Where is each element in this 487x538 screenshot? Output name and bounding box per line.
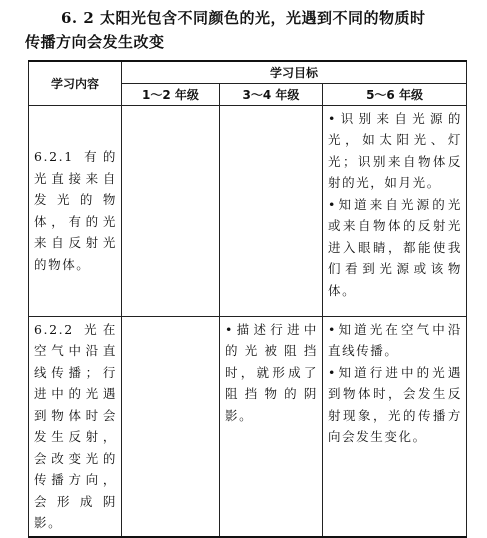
heading-line-2: 传播方向会发生改变: [25, 33, 165, 51]
goal-6-2-2-grade-5-6: [323, 317, 466, 450]
section-number: 6. 2: [61, 9, 101, 27]
table-row: [29, 105, 467, 316]
table-row: [29, 316, 467, 537]
header-grade-3-4: 3～4 年级: [242, 87, 300, 102]
bullet-item: •知道来自光源的光或来自物体的反射光进入眼睛，都能使我们看到光源或该物体。: [328, 196, 463, 298]
heading-line-1: [25, 6, 465, 30]
goal-6-2-1-grade-5-6: [323, 106, 466, 304]
header-grade-1-2: 1～2 年级: [142, 87, 199, 102]
section-heading: [25, 6, 465, 54]
goal-6-2-1-grade-1-2: [122, 106, 219, 110]
content-6-2-1: 6.2.1 有的光直接来自发光的物体，有的光来自反射光的物体。: [34, 149, 117, 272]
bullet-item: •识别来自光源的光，如太阳光、灯光；识别来自物体反射的光，如月光。: [328, 110, 463, 190]
content-6-2-2: 6.2.2 光在空气中沿直线传播；行进中的光遇到物体时会发生反射，会改变光的传播方向，会形成阴影。: [34, 321, 117, 530]
header-learning-goals: 学习目标: [122, 61, 467, 83]
heading-text-1: 太阳光包含不同颜色的光，光遇到不同的物质时: [100, 9, 426, 27]
header-grade-5-6: 5～6 年级: [366, 87, 423, 102]
bullet-item: •知道行进中的光遇到物体时，会发生反射现象，光的传播方向会发生变化。: [328, 364, 463, 444]
goal-6-2-2-grade-3-4: •描述行进中的光被阻挡时，就形成了阻挡物的阴影。: [225, 321, 318, 423]
standards-table: [28, 60, 467, 538]
bullet-item: •知道光在空气中沿直线传播。: [328, 321, 463, 358]
header-learning-content: 学习内容: [29, 61, 122, 105]
goal-6-2-1-grade-3-4: [220, 106, 322, 110]
goal-6-2-2-grade-1-2: [122, 317, 219, 321]
